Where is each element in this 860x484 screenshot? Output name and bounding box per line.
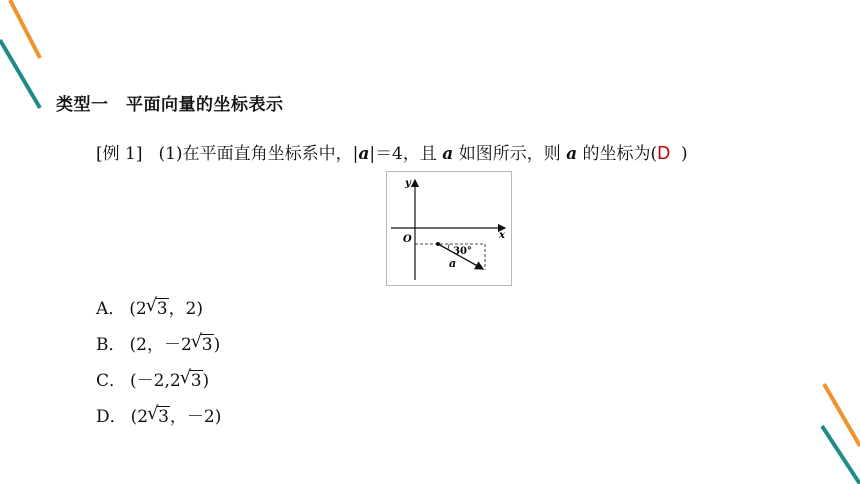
option-letter: A (96, 299, 109, 319)
coordinate-figure (386, 171, 512, 286)
vector-symbol-2: a (442, 144, 454, 164)
option-a (96, 296, 221, 332)
option-letter: D (96, 407, 110, 427)
orange-stripe-top (10, 0, 40, 58)
origin-label: O (403, 234, 412, 245)
section-title: 类型一 平面向量的坐标表示 (56, 95, 284, 115)
x-axis-label: x (499, 230, 505, 241)
option-separator: ． (109, 407, 127, 427)
question-close: ) (681, 144, 688, 164)
option-post: ) (202, 371, 210, 391)
radicand: 3 (156, 299, 168, 319)
option-post: ，2) (168, 299, 204, 319)
question-eq: ＝4，且 (375, 144, 443, 164)
y-axis-label: y (405, 178, 411, 189)
question-mid: 如图所示，则 (453, 144, 567, 164)
radicand: 3 (190, 371, 202, 391)
option-pre: (2 (129, 299, 147, 319)
sqrt-symbol (181, 368, 203, 394)
question-part: (1)在平面直角坐标系中， (158, 144, 353, 164)
sqrt-symbol (147, 296, 169, 322)
option-separator: ． (108, 335, 126, 355)
example-question (96, 139, 688, 164)
option-separator: ． (108, 299, 126, 319)
radicand: 3 (158, 407, 169, 427)
vector-symbol: a (358, 144, 370, 164)
answer-options (96, 296, 221, 440)
option-pre: (2，－2 (129, 335, 192, 355)
option-post: ) (213, 335, 221, 355)
abs-bar-close: | (369, 144, 376, 164)
option-pre: (－2,2 (130, 371, 181, 391)
abs-bar-open: | (352, 144, 359, 164)
answer-letter: D (657, 143, 671, 163)
sqrt-symbol (148, 404, 170, 430)
option-pre: (2 (130, 407, 149, 427)
radicand: 3 (201, 335, 213, 355)
example-label: [例 1] (96, 144, 143, 164)
option-d (96, 404, 221, 440)
question-end: 的坐标为( (577, 144, 658, 164)
option-separator: ． (109, 371, 127, 391)
angle-arc (448, 244, 449, 249)
option-b (96, 332, 221, 368)
vector-label: a (449, 257, 457, 270)
option-letter: B (96, 335, 109, 355)
option-c (96, 368, 221, 404)
coordinate-diagram (387, 172, 511, 285)
option-letter: C (96, 371, 110, 391)
sqrt-symbol (192, 332, 214, 358)
option-post: ，－2) (169, 407, 222, 427)
angle-label: 30° (453, 246, 472, 257)
vector-symbol-3: a (566, 144, 578, 164)
